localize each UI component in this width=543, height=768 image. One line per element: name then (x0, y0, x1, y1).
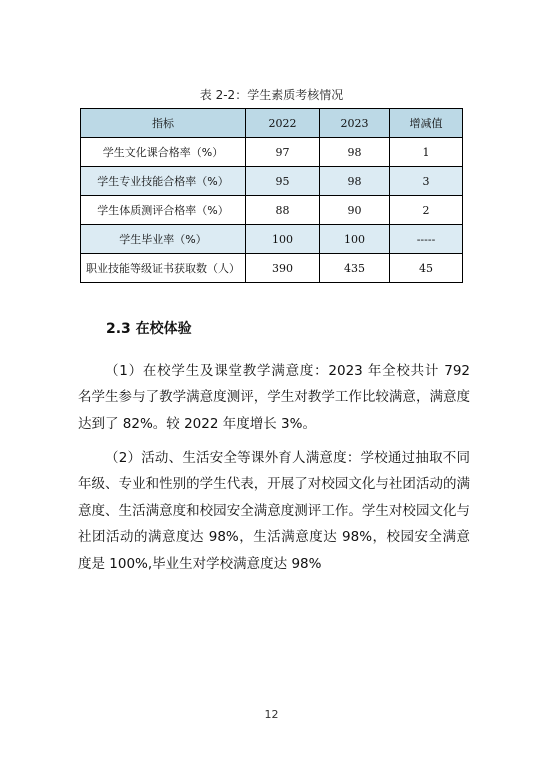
indicator-cell: 学生体质测评合格率（%） (81, 196, 246, 225)
value-2022-cell: 97 (246, 138, 320, 167)
student-quality-table (80, 108, 463, 283)
change-cell: 45 (390, 254, 463, 283)
column-header-indicator: 指标 (81, 109, 246, 138)
change-cell: 1 (390, 138, 463, 167)
value-2022-cell: 88 (246, 196, 320, 225)
table-header-row (81, 109, 463, 138)
section-heading: 2.3 在校体验 (106, 321, 192, 337)
paragraph-teaching-satisfaction: （1）在校学生及课堂教学满意度：2023 年全校共计 792 名学生参与了教学满意度测评，学生对教学工作比较满意，满意度达到了 82%。较 2022 年度增长 3%。 (78, 362, 470, 432)
column-header-change: 增减值 (390, 109, 463, 138)
value-2023-cell: 435 (320, 254, 390, 283)
indicator-cell: 职业技能等级证书获取数（人） (81, 254, 246, 283)
value-2023-cell: 98 (320, 138, 390, 167)
paragraph-extracurricular-satisfaction: （2）活动、生活安全等课外育人满意度：学校通过抽取不同年级、专业和性别的学生代表，开展了对校园文化与社团活动的满意度、生活满意度和校园安全满意度测评工作。学生对校园文化与社团活动的满意度达 98%，生活满意度达 98%，校园安全满意度是 100%,毕业生对学校满意度达 98% (78, 449, 470, 572)
value-2023-cell: 98 (320, 167, 390, 196)
indicator-cell: 学生专业技能合格率（%） (81, 167, 246, 196)
indicator-cell: 学生毕业率（%） (81, 225, 246, 254)
value-2023-cell: 100 (320, 225, 390, 254)
change-cell: ----- (390, 225, 463, 254)
column-header-2022: 2022 (246, 109, 320, 138)
change-cell: 2 (390, 196, 463, 225)
page-number: 12 (264, 708, 279, 721)
value-2022-cell: 100 (246, 225, 320, 254)
table-row (81, 196, 463, 225)
value-2022-cell: 95 (246, 167, 320, 196)
table-caption: 表 2-2：学生素质考核情况 (199, 88, 344, 102)
table-row (81, 225, 463, 254)
table-row (81, 138, 463, 167)
value-2023-cell: 90 (320, 196, 390, 225)
indicator-cell: 学生文化课合格率（%） (81, 138, 246, 167)
value-2022-cell: 390 (246, 254, 320, 283)
table-row (81, 254, 463, 283)
column-header-2023: 2023 (320, 109, 390, 138)
change-cell: 3 (390, 167, 463, 196)
table-row (81, 167, 463, 196)
